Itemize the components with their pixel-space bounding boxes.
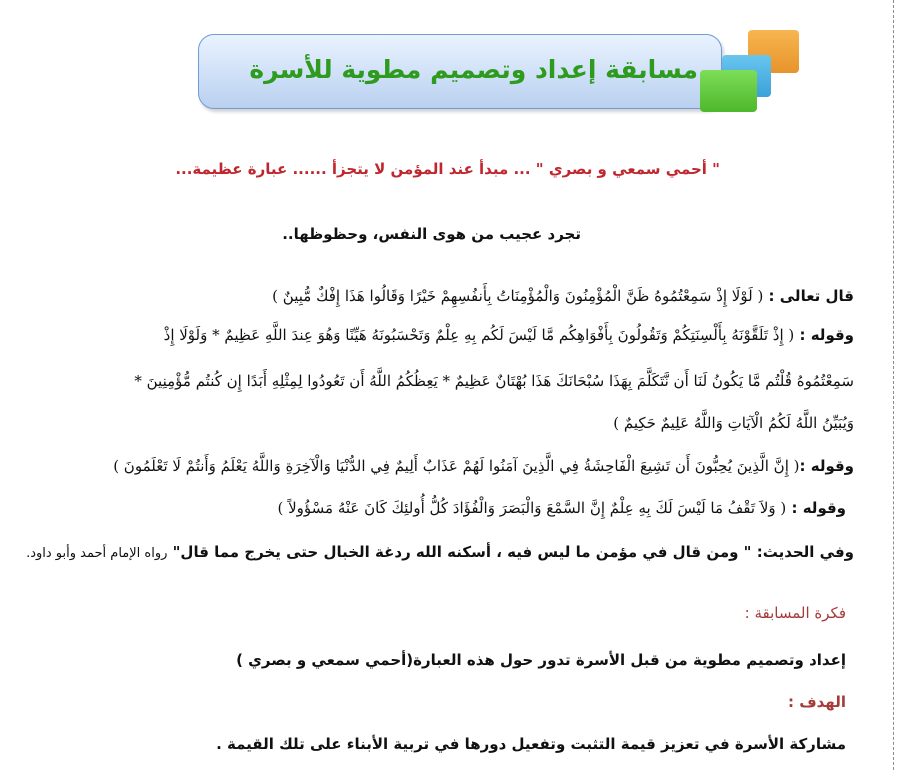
hadith-source: رواه الإمام أحمد وأبو داود. (26, 546, 168, 561)
verse-3-label: وقوله : (799, 457, 854, 475)
quote-line: " أحمي سمعي و بصري " ... مبدأ عند المؤمن لا يتجزأ ...... عبارة عظيمة... (175, 160, 720, 178)
verse-4-label: وقوله : (786, 499, 846, 517)
verse-1-text: ( لَوْلَا إِذْ سَمِعْتُمُوهُ ظَنَّ الْمُؤْمِنُونَ وَالْمُؤْمِنَاتُ بِأَنفُسِهِمْ خَيْرًا وَقَالُوا هَذَا إِفْكٌ مُّبِينٌ ) (272, 287, 764, 305)
page-edge-divider (893, 0, 894, 770)
page-title: مسابقة إعداد وتصميم مطوية للأسرة (249, 55, 698, 84)
verse-2-line-3: وَيُبَيِّنُ اللَّهُ لَكُمُ الْآيَاتِ وَاللَّهُ عَلِيمٌ حَكِيمٌ ) (613, 414, 854, 432)
verse-1-label: قال تعالى : (763, 287, 854, 305)
verse-2-label: وقوله : (794, 326, 854, 344)
verse-4-text: ( وَلاَ تَقْفُ مَا لَيْسَ لَكَ بِهِ عِلْمٌ إِنَّ السَّمْعَ وَالْبَصَرَ وَالْفُؤَادَ كُلُّ أُولئِكَ كَانَ عَنْهُ مَسْؤُولاً ) (277, 499, 787, 517)
verse-1 (272, 287, 854, 305)
decorative-green-square (700, 70, 757, 112)
goal-heading: الهدف : (788, 693, 846, 711)
verse-3 (113, 457, 854, 475)
verse-2-text-line-1: ( إِذْ تَلَقَّوْنَهُ بِأَلْسِنَتِكُمْ وَتَقُولُونَ بِأَفْوَاهِكُم مَّا لَيْسَ لَكُم بِهِ عِلْمٌ وَتَحْسَبُونَهُ هَيِّنًا وَهُوَ عِندَ اللَّهِ عَظِيمٌ * وَلَوْلَا إِذْ (163, 326, 795, 344)
goal-text: مشاركة الأسرة في تعزيز قيمة التثبت وتفعيل دورها في تربية الأبناء على تلك القيمة . (216, 735, 846, 753)
verse-2-line-1 (164, 326, 854, 344)
verse-4 (277, 499, 846, 517)
verse-3-text: ( إِنَّ الَّذِينَ يُحِبُّونَ أَن تَشِيعَ الْفَاحِشَةُ فِي الَّذِينَ آمَنُوا لَهُمْ عَذَابٌ أَلِيمٌ فِي الدُّنْيَا وَالْآخِرَةِ وَاللَّهُ يَعْلَمُ وَأَنتُمْ لَا تَعْلَمُونَ ) (113, 457, 800, 475)
hadith (26, 543, 854, 561)
idea-heading: فكرة المسابقة : (744, 604, 846, 622)
hadith-text: وفي الحديث: " ومن قال في مؤمن ما ليس فيه ، أسكنه الله ردغة الخبال حتى يخرج مما قال" (167, 543, 854, 561)
verse-2-line-2: سَمِعْتُمُوهُ قُلْتُم مَّا يَكُونُ لَنَا أَن نَّتَكَلَّمَ بِهَذَا سُبْحَانَكَ هَذَا بُهْتَانٌ عَظِيمٌ * يَعِظُكُمُ اللَّهُ أَن تَعُودُوا لِمِثْلِهِ أَبَدًا إِن كُنتُم مُّؤْمِنِينَ * (134, 372, 854, 390)
intro-line: تجرد عجيب من هوى النفس، وحظوظها.. (282, 225, 581, 243)
idea-text: إعداد وتصميم مطوية من قبل الأسرة تدور حول هذه العبارة(أحمي سمعي و بصري ) (236, 651, 846, 669)
